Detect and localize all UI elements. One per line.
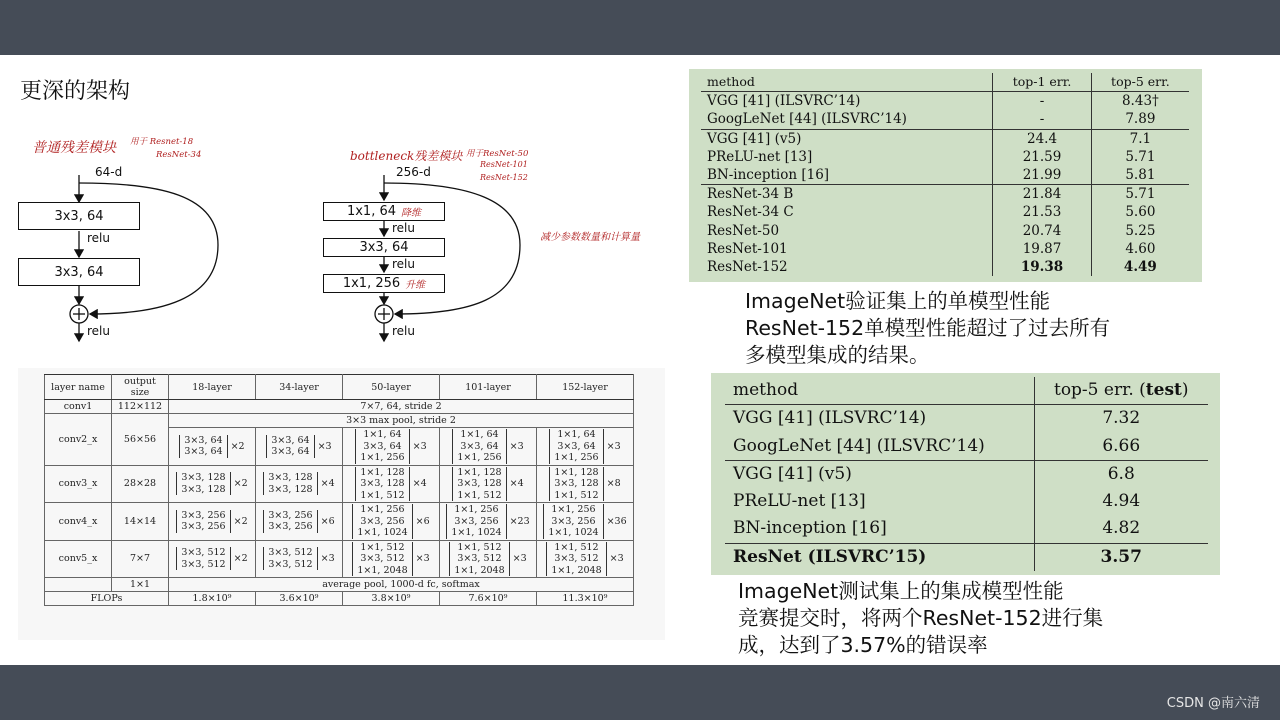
architecture-table-panel	[18, 368, 665, 640]
basic-relu-out: relu	[87, 324, 110, 338]
bottleneck-input-label: 256-d	[396, 165, 431, 179]
block-multiplier: ×2	[233, 478, 248, 490]
caption-line: 竞赛提交时，将两个ResNet-152进行集	[738, 606, 1104, 630]
block-multiplier: ×3	[320, 553, 335, 565]
single-method: ResNet-152	[707, 259, 788, 276]
block-multiplier: ×3	[509, 440, 524, 452]
block-multiplier: ×4	[320, 478, 335, 490]
basic-relu-1: relu	[87, 231, 110, 245]
header-metric-text: top-5 err. (	[1053, 380, 1146, 400]
single-method: BN-inception [16]	[701, 166, 993, 185]
arch-block-cell	[169, 428, 256, 466]
block-multiplier: ×6	[320, 515, 335, 527]
ensemble-value: 6.66	[1034, 433, 1208, 461]
ensemble-header-metric	[1034, 377, 1208, 405]
ensemble-header-method: method	[725, 377, 1034, 405]
block-line: 1×1, 512	[554, 541, 599, 553]
block-line: 1×1, 64	[460, 429, 499, 440]
arch-row-pool	[45, 414, 634, 428]
arch-header-row	[45, 375, 634, 400]
arch-block-cell	[440, 503, 537, 541]
arch-block-cell	[256, 540, 343, 578]
architecture-table	[44, 374, 634, 606]
single-top1: 24.4	[993, 129, 1091, 148]
single-row	[701, 166, 1189, 185]
arch-output-size: 56×56	[112, 414, 169, 466]
block-line: 1×1, 256	[360, 504, 405, 515]
single-top5: 7.89	[1091, 110, 1189, 129]
block-multiplier: ×3	[606, 440, 621, 452]
single-top5: 4.49	[1091, 258, 1189, 276]
bottleneck-relu-2: relu	[392, 257, 415, 271]
block-multiplier: ×36	[606, 515, 627, 527]
block-line: 3×3, 128	[181, 483, 226, 495]
block-multiplier: ×3	[512, 553, 527, 565]
ensemble-header-row	[725, 377, 1208, 405]
arch-flops-value: 3.6×10⁹	[256, 592, 343, 606]
ensemble-value: 4.82	[1034, 515, 1208, 543]
single-method: ResNet-34 B	[707, 186, 794, 203]
ensemble-row	[725, 543, 1208, 571]
block-line: 1×1, 512	[360, 541, 405, 553]
arch-output-size: 7×7	[112, 540, 169, 578]
ensemble-value: 7.32	[1034, 405, 1208, 433]
ensemble-table	[725, 377, 1208, 571]
arch-header-cell: 34-layer	[256, 375, 343, 400]
block-line: 3×3, 512	[268, 558, 313, 570]
block-line: 1×1, 64	[557, 429, 596, 440]
caption-line: ImageNet验证集上的单模型性能	[745, 289, 1051, 313]
bottleneck-block-label: bottleneck残差模块	[350, 149, 463, 163]
single-top1: 19.38	[993, 258, 1091, 276]
block-line: 3×3, 128	[457, 478, 502, 489]
block-line: 3×3, 256	[454, 515, 499, 527]
block-multiplier: ×4	[509, 478, 524, 490]
arch-flops-value: 11.3×10⁹	[537, 592, 634, 606]
block-multiplier: ×8	[606, 478, 621, 490]
arch-output-size: 14×14	[112, 503, 169, 541]
block-multiplier: ×23	[509, 515, 530, 527]
block-line: 1×1, 128	[554, 466, 599, 478]
slide-title: 更深的架构	[20, 79, 131, 104]
arch-header-cell: output size	[112, 375, 169, 400]
top-band	[0, 0, 1280, 55]
basic-conv2-box: 3x3, 64	[18, 258, 140, 286]
block-multiplier: ×2	[233, 553, 248, 565]
header-metric-bold: test	[1145, 380, 1182, 400]
arch-flops-value: 1.8×10⁹	[169, 592, 256, 606]
block-multiplier: ×2	[230, 440, 245, 452]
bottom-band	[0, 665, 1280, 720]
arch-flops-value: 7.6×10⁹	[440, 592, 537, 606]
block-line: 3×3, 64	[184, 434, 223, 446]
block-multiplier: ×2	[233, 515, 248, 527]
single-method: PReLU-net [13]	[707, 148, 813, 165]
arch-block-cell	[537, 540, 634, 578]
arch-pool-desc: 3×3 max pool, stride 2	[169, 414, 634, 428]
block-line: 3×3, 64	[271, 434, 310, 446]
bottleneck-note-1: 用于ResNet-50	[466, 149, 529, 159]
bottleneck-side-note: 减少参数数量和计算量	[540, 232, 640, 243]
caption-line: ImageNet测试集上的集成模型性能	[738, 579, 1064, 603]
ensemble-row	[725, 460, 1208, 488]
basic-block-note-1: 用于 Resnet-18	[130, 137, 194, 147]
block-line: 3×3, 64	[460, 440, 499, 452]
block-line: 1×1, 1024	[451, 527, 502, 538]
block-line: 3×3, 256	[268, 509, 313, 521]
single-model-table	[701, 73, 1189, 276]
single-top1: 21.59	[993, 148, 1091, 166]
block-line: 1×1, 512	[457, 541, 502, 553]
arch-header-cell: 50-layer	[343, 375, 440, 400]
block-line: 1×1, 256	[360, 452, 405, 463]
ensemble-row	[725, 515, 1208, 543]
single-top1: 21.84	[993, 185, 1091, 204]
arch-block-cell	[256, 428, 343, 466]
arch-block-cell	[343, 428, 440, 466]
block-line: 3×3, 512	[181, 558, 226, 570]
arch-layer-name: conv1	[45, 400, 112, 414]
block-line: 3×3, 256	[268, 521, 313, 533]
single-top5: 5.71	[1091, 148, 1189, 166]
arch-block-cell	[169, 540, 256, 578]
block-line: 3×3, 256	[181, 521, 226, 533]
single-top1: -	[993, 92, 1091, 111]
block-line: 1×1, 64	[363, 429, 402, 440]
block-line: 1×1, 2048	[551, 564, 602, 576]
single-model-caption	[745, 288, 1110, 369]
block-line: 1×1, 256	[551, 504, 596, 515]
ensemble-row	[725, 433, 1208, 461]
single-header-cell: method	[701, 73, 993, 92]
block-line: 3×3, 256	[360, 515, 405, 527]
block-line: 3×3, 512	[457, 553, 502, 564]
arch-block-cell	[440, 465, 537, 503]
single-top5: 8.43†	[1091, 92, 1189, 111]
block-line: 3×3, 512	[554, 553, 599, 564]
single-row	[701, 110, 1189, 129]
single-top1: 19.87	[993, 240, 1091, 258]
block-line: 1×1, 512	[360, 489, 405, 501]
caption-line: 多模型集成的结果。	[745, 343, 930, 367]
single-top1: -	[993, 110, 1091, 129]
bottleneck-relu-1: relu	[392, 221, 415, 235]
single-method: VGG [41] (v5)	[707, 130, 802, 147]
single-method: ResNet-101	[707, 240, 788, 257]
arch-header-cell: 18-layer	[169, 375, 256, 400]
block-line: 1×1, 256	[457, 452, 502, 463]
block-line: 1×1, 512	[457, 489, 502, 501]
arch-row-conv3	[45, 465, 634, 503]
block-line: 1×1, 2048	[454, 564, 505, 576]
ensemble-caption	[738, 578, 1103, 659]
ensemble-method: VGG [41] (v5)	[733, 463, 852, 484]
arch-row-conv1	[45, 400, 634, 414]
single-top5: 7.1	[1091, 129, 1189, 148]
single-row	[701, 240, 1189, 258]
arch-layer-name: conv3_x	[45, 465, 112, 503]
single-row	[701, 92, 1189, 111]
single-top1: 21.99	[993, 166, 1091, 185]
bottleneck-conv1-text: 1x1, 64	[346, 204, 397, 219]
ensemble-row	[725, 405, 1208, 433]
arch-output-size: 1×1	[112, 578, 169, 592]
block-line: 1×1, 128	[360, 466, 405, 478]
ensemble-method: ResNet (ILSVRC’15)	[725, 543, 1034, 571]
block-multiplier: ×3	[609, 553, 624, 565]
single-top5: 5.60	[1091, 203, 1189, 221]
arch-block-cell	[169, 465, 256, 503]
arch-output-size: 28×28	[112, 465, 169, 503]
ensemble-method: GoogLeNet [44] (ILSVRC’14)	[725, 433, 1034, 461]
single-row	[701, 129, 1189, 148]
arch-final-desc: average pool, 1000-d fc, softmax	[169, 578, 634, 592]
single-model-table-panel	[689, 69, 1202, 282]
block-line: 3×3, 128	[268, 483, 313, 495]
block-line: 1×1, 1024	[548, 527, 599, 538]
arch-header-cell: 101-layer	[440, 375, 537, 400]
single-method: GoogLeNet [44] (ILSVRC’14)	[701, 110, 993, 129]
block-line: 3×3, 256	[551, 515, 596, 527]
arch-row-conv5	[45, 540, 634, 578]
arch-conv1-desc: 7×7, 64, stride 2	[169, 400, 634, 414]
single-header-row	[701, 73, 1189, 92]
ensemble-value: 4.94	[1034, 488, 1208, 515]
single-row	[701, 185, 1189, 204]
single-row	[701, 258, 1189, 276]
bottleneck-note-3: ResNet-152	[480, 173, 528, 182]
block-line: 3×3, 512	[268, 547, 313, 559]
ensemble-method: VGG [41] (ILSVRC’14)	[733, 408, 927, 429]
bottleneck-conv1-box	[323, 202, 445, 221]
header-metric-end: )	[1181, 380, 1189, 400]
arch-block-cell	[169, 503, 256, 541]
ensemble-method: BN-inception [16]	[733, 518, 887, 539]
ensemble-value: 3.57	[1034, 543, 1208, 571]
single-top5: 4.60	[1091, 240, 1189, 258]
block-line: 3×3, 128	[268, 472, 313, 484]
basic-conv1-box: 3x3, 64	[18, 202, 140, 230]
block-line: 3×3, 512	[360, 553, 405, 564]
ensemble-table-panel	[711, 373, 1220, 575]
bottleneck-conv2-box: 3x3, 64	[323, 238, 445, 257]
arch-layer-name: conv2_x	[45, 414, 112, 466]
single-top1: 21.53	[993, 203, 1091, 221]
single-method: VGG [41] (ILSVRC’14)	[707, 93, 861, 110]
single-method: ResNet-50	[707, 222, 780, 239]
block-line: 1×1, 2048	[357, 564, 408, 576]
arch-block-cell	[343, 503, 440, 541]
block-line: 3×3, 64	[271, 446, 310, 458]
block-line: 3×3, 64	[363, 440, 402, 452]
single-row	[701, 222, 1189, 240]
arch-flops-value: 3.8×10⁹	[343, 592, 440, 606]
single-top5: 5.71	[1091, 185, 1189, 204]
arch-layer-name: conv4_x	[45, 503, 112, 541]
block-line: 1×1, 128	[457, 466, 502, 478]
caption-line: 成，达到了3.57%的错误率	[738, 633, 988, 657]
arch-row-flops	[45, 592, 634, 606]
bottleneck-conv3-note: 升维	[405, 280, 426, 291]
single-top5: 5.81	[1091, 166, 1189, 185]
block-line: 3×3, 128	[181, 472, 226, 484]
arch-block-cell	[256, 503, 343, 541]
arch-block-cell	[440, 540, 537, 578]
block-multiplier: ×4	[412, 478, 427, 490]
ensemble-row	[725, 488, 1208, 515]
block-line: 1×1, 1024	[357, 527, 408, 538]
block-line: 1×1, 256	[554, 452, 599, 463]
single-top1: 20.74	[993, 222, 1091, 240]
arch-row-conv4	[45, 503, 634, 541]
bottleneck-relu-out: relu	[392, 324, 415, 338]
caption-line: ResNet-152单模型性能超过了过去所有	[745, 316, 1111, 340]
watermark: CSDN @南六清	[1166, 696, 1260, 711]
arch-layer-name: conv5_x	[45, 540, 112, 578]
arch-block-cell	[537, 428, 634, 466]
arch-header-cell: 152-layer	[537, 375, 634, 400]
bottleneck-note-2: ResNet-101	[480, 160, 528, 169]
block-line: 1×1, 256	[454, 504, 499, 515]
block-line: 3×3, 512	[181, 547, 226, 559]
block-multiplier: ×3	[317, 440, 332, 452]
block-multiplier: ×3	[415, 553, 430, 565]
single-header-cell: top-5 err.	[1091, 73, 1189, 92]
bottleneck-conv1-note: 降维	[401, 208, 422, 219]
single-row	[701, 148, 1189, 166]
block-multiplier: ×3	[412, 440, 427, 452]
arch-row-final	[45, 578, 634, 592]
arch-block-cell	[343, 465, 440, 503]
arch-header-cell: layer name	[45, 375, 112, 400]
arch-block-cell	[256, 465, 343, 503]
bottleneck-conv3-text: 1x1, 256	[342, 276, 401, 291]
block-line: 3×3, 64	[184, 446, 223, 458]
block-multiplier: ×6	[415, 515, 430, 527]
single-method: ResNet-34 C	[707, 204, 794, 221]
block-line: 3×3, 64	[557, 440, 596, 452]
basic-input-label: 64-d	[95, 165, 123, 179]
arch-block-cell	[537, 465, 634, 503]
single-row	[701, 203, 1189, 221]
arch-output-size: 112×112	[112, 400, 169, 414]
single-header-cell: top-1 err.	[993, 73, 1091, 92]
arch-flops-label: FLOPs	[45, 592, 169, 606]
arch-block-cell	[343, 540, 440, 578]
ensemble-value: 6.8	[1034, 460, 1208, 488]
block-line: 1×1, 512	[554, 489, 599, 501]
arch-layer-name	[45, 578, 112, 592]
residual-block-diagram	[10, 125, 670, 355]
single-top5: 5.25	[1091, 222, 1189, 240]
block-line: 3×3, 128	[554, 478, 599, 489]
ensemble-method: PReLU-net [13]	[733, 491, 866, 512]
block-line: 3×3, 128	[360, 478, 405, 489]
arch-block-cell	[440, 428, 537, 466]
block-line: 3×3, 256	[181, 509, 226, 521]
basic-block-note-2: ResNet-34	[156, 150, 202, 160]
arch-block-cell	[537, 503, 634, 541]
basic-block-label: 普通残差模块	[32, 140, 116, 156]
bottleneck-conv3-box	[323, 274, 445, 293]
